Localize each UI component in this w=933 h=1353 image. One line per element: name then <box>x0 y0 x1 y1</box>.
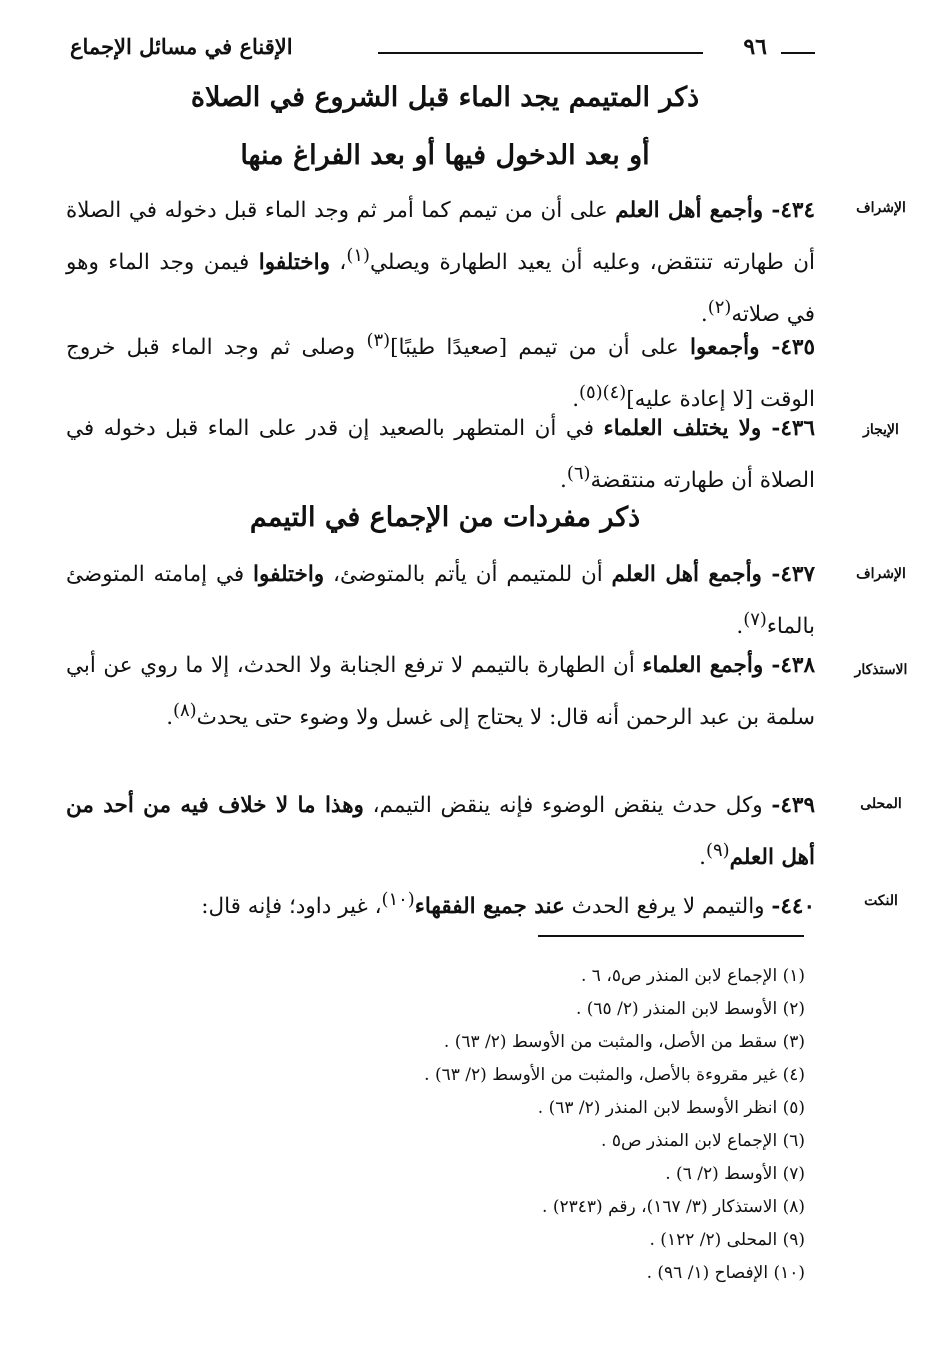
footnote-3: (٣) سقط من الأصل، والمثبت من الأوسط (٢/ ٦٣) . <box>443 1032 805 1052</box>
source-label-440: النكت <box>864 893 898 909</box>
source-label-434: الإشراف <box>856 200 906 216</box>
running-header <box>70 34 815 70</box>
paragraph-lead: ٤٤٠- <box>771 894 815 920</box>
footnote-ref: (٢) <box>707 297 732 319</box>
section-heading-1-continued: أو بعد الدخول فيها أو بعد الفراغ منها <box>240 140 650 171</box>
paragraph-lead: ٤٣٥- وأجمعوا <box>690 335 815 361</box>
footnote-1: (١) الإجماع لابن المنذر ص٥، ٦ . <box>580 966 805 986</box>
section-heading-2: ذكر مفردات من الإجماع في التيمم <box>249 502 641 533</box>
source-label-438: الاستذكار <box>854 662 908 678</box>
paragraph-436: ٤٣٦- ولا يختلف العلماء في أن المتطهر بالصعيد إن قدر على الماء قبل دخوله في الصلاة أن طهارته منتقضة$^{(٦)}$. <box>66 416 815 494</box>
page-number: ٩٦ <box>743 34 767 60</box>
paragraph-438: ٤٣٨- وأجمع العلماء أن الطهارة بالتيمم لا ترفع الجنابة ولا الحدث، إلا ما روي عن أبي سلمة بن عبد الرحمن أنه قال: لا يحتاج إلى غسل ولا وضوء حتى يحدث$^{(٨)}$. <box>66 653 815 731</box>
footnote-ref: (٣) <box>366 330 391 351</box>
footnote-ref: (٧) <box>743 609 767 630</box>
running-title: الإقناع في مسائل الإجماع <box>70 34 293 59</box>
section-heading-1: ذكر المتيمم يجد الماء قبل الشروع في الصلاة <box>190 82 700 113</box>
footnote-4: (٤) غير مقروءة بالأصل، والمثبت من الأوسط (٢/ ٦٣) . <box>424 1065 805 1085</box>
source-label-439: المحلى <box>860 796 902 812</box>
footnote-ref: (٩) <box>705 840 730 861</box>
header-rule-middle <box>378 52 703 54</box>
footnote-8: (٨) الاستذكار (٣/ ١٦٧)، رقم (٢٣٤٣) . <box>542 1197 805 1217</box>
paragraph-lead: ٤٣٨- وأجمع العلماء <box>642 653 815 678</box>
footnote-ref: (٦) <box>566 463 591 484</box>
footnote-5: (٥) انظر الأوسط لابن المنذر (٢/ ٦٣) . <box>537 1098 805 1118</box>
footnotes <box>424 960 805 1290</box>
source-label-437: الإشراف <box>856 566 906 582</box>
paragraph-440: ٤٤٠- والتيمم لا يرفع الحدث عند جميع الفقهاء$^{(١٠)}$، غير داود؛ فإنه قال: <box>201 889 815 920</box>
source-label-436: الإيجاز <box>863 422 899 438</box>
paragraph-437: ٤٣٧- وأجمع أهل العلم أن للمتيمم أن يأتم بالمتوضئ، واختلفوا في إمامته المتوضئ بالماء$^{(٧)}$. <box>66 562 815 640</box>
footnote-6: (٦) الإجماع لابن المنذر ص٥ . <box>601 1131 805 1151</box>
footnote-9: (٩) المحلى (٢/ ١٢٢) . <box>649 1230 805 1250</box>
paragraph-434: ٤٣٤- وأجمع أهل العلم على أن من تيمم كما أمر ثم وجد الماء قبل دخوله في الصلاة أن طهارته تنتقض، وعليه أن يعيد الطهارة ويصلي$^{(١)}$، واختلفوا فيمن وجد الماء وهو في صلاته$^{(٢)}$. <box>66 198 815 328</box>
footnote-separator <box>538 935 804 937</box>
paragraph-439: ٤٣٩- وكل حدث ينقض الوضوء فإنه ينقض التيمم، وهذا ما لا خلاف فيه من أحد من أهل العلم$^{(٩)}$. <box>66 793 816 871</box>
paragraph-lead: ٤٣٧- وأجمع أهل العلم <box>611 562 815 587</box>
footnote-ref: (٨) <box>173 700 197 721</box>
footnote-10: (١٠) الإفصاح (١/ ٩٦) . <box>646 1263 805 1283</box>
header-rule-right <box>781 52 815 54</box>
footnote-ref: (١٠) <box>381 889 415 910</box>
footnote-2: (٢) الأوسط لابن المنذر (٢/ ٦٥) . <box>575 999 805 1019</box>
paragraph-lead: ٤٣٦- ولا يختلف العلماء <box>603 416 815 441</box>
footnote-ref: (١) <box>346 245 370 266</box>
paragraph-lead: ٤٣٤- وأجمع أهل العلم <box>615 198 815 223</box>
footnote-7: (٧) الأوسط (٢/ ٦) . <box>665 1164 805 1184</box>
footnote-ref: (٤)(٥) <box>579 382 627 404</box>
paragraph-435: ٤٣٥- وأجمعوا على أن من تيمم [صعيدًا طيبًا]$^{(٣)}$ وصلى ثم وجد الماء قبل خروج الوقت [لا إعادة عليه]$^{(٤)(٥)}$. <box>66 330 815 413</box>
paragraph-lead: ٤٣٩- <box>771 793 816 818</box>
